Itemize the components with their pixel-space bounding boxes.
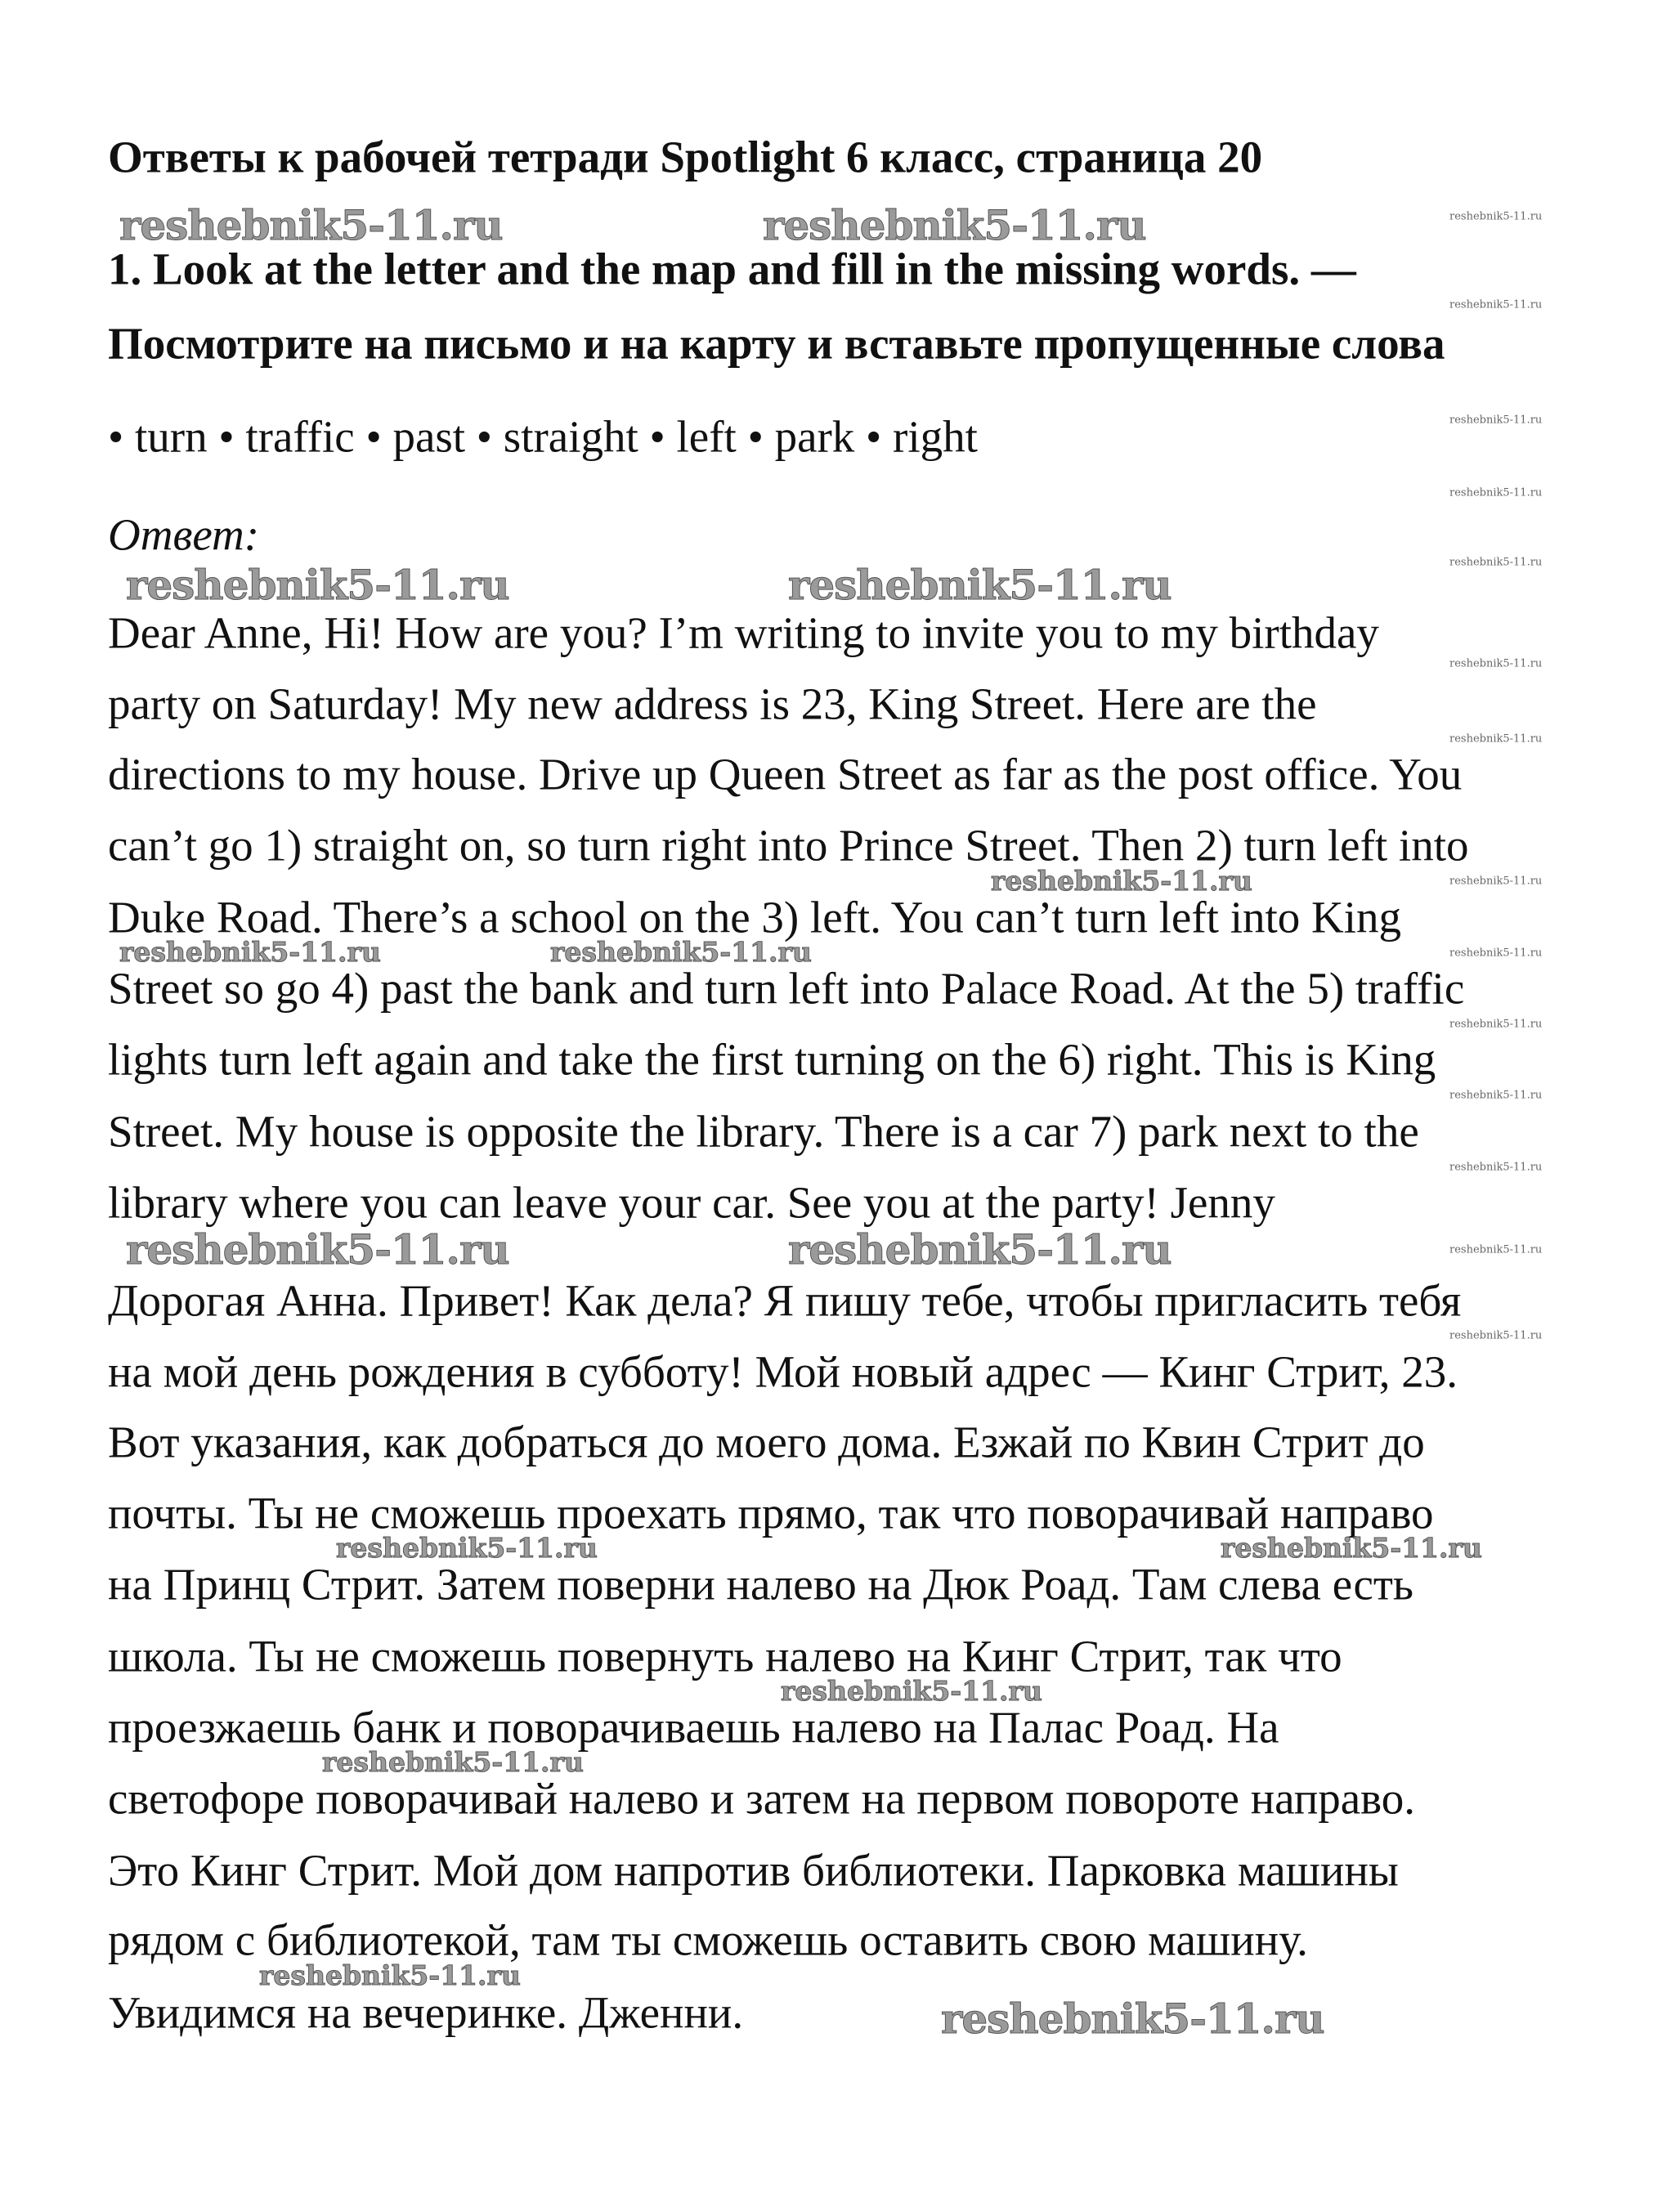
- letter-en-line: Duke Road. There’s a school on the 3) left. You can’t turn left into King: [108, 892, 1402, 943]
- watermark: reshebnik5-11.ru: [1449, 875, 1543, 888]
- task-heading-ru: Посмотрите на письмо и на карту и вставьте пропущенные слова: [108, 318, 1445, 369]
- watermark: reshebnik5-11.ru: [1221, 1531, 1482, 1564]
- watermark: reshebnik5-11.ru: [1449, 556, 1543, 569]
- watermark: reshebnik5-11.ru: [1449, 1329, 1543, 1342]
- letter-en-line: Dear Anne, Hi! How are you? I’m writing to invite you to my birthday: [108, 607, 1379, 658]
- task-heading-en: 1. Look at the letter and the map and fill in the missing words. —: [108, 244, 1356, 294]
- watermark: reshebnik5-11.ru: [1449, 657, 1543, 670]
- watermark: reshebnik5-11.ru: [781, 1674, 1042, 1707]
- watermark: reshebnik5-11.ru: [1449, 732, 1543, 746]
- letter-ru-line: Это Кинг Стрит. Мой дом напротив библиотеки. Парковка машины: [108, 1845, 1399, 1896]
- letter-ru-line: почты. Ты не сможешь проехать прямо, так что поворачивай направо: [108, 1488, 1434, 1538]
- watermark: reshebnik5-11.ru: [941, 1995, 1324, 2043]
- watermark: reshebnik5-11.ru: [1449, 1089, 1543, 1102]
- watermark: reshebnik5-11.ru: [336, 1531, 598, 1564]
- watermark: reshebnik5-11.ru: [788, 561, 1172, 609]
- letter-en-line: Street so go 4) past the bank and turn left into Palace Road. At the 5) traffic: [108, 963, 1465, 1014]
- watermark: reshebnik5-11.ru: [119, 201, 503, 249]
- watermark: reshebnik5-11.ru: [1449, 1243, 1543, 1256]
- watermark: reshebnik5-11.ru: [126, 561, 509, 609]
- watermark: reshebnik5-11.ru: [259, 1959, 521, 1991]
- word-bank: • turn • traffic • past • straight • left • park • right: [108, 411, 978, 462]
- letter-ru-line: на мой день рождения в субботу! Мой новый адрес — Кинг Стрит, 23.: [108, 1346, 1458, 1397]
- watermark: reshebnik5-11.ru: [1449, 298, 1543, 311]
- letter-ru-line: Дорогая Анна. Привет! Как дела? Я пишу тебе, чтобы пригласить тебя: [108, 1275, 1462, 1326]
- watermark: reshebnik5-11.ru: [322, 1745, 584, 1778]
- answer-label: Ответ:: [108, 509, 260, 560]
- letter-ru-line: Увидимся на вечеринке. Дженни.: [108, 1987, 744, 2038]
- watermark: reshebnik5-11.ru: [763, 201, 1146, 249]
- letter-en-line: party on Saturday! My new address is 23, King Street. Here are the: [108, 678, 1317, 729]
- watermark: reshebnik5-11.ru: [550, 935, 812, 968]
- letter-ru-line: рядом с библиотекой, там ты сможешь оставить свою машину.: [108, 1914, 1308, 1965]
- letter-ru-line: на Принц Стрит. Затем поверни налево на Дюк Роад. Там слева есть: [108, 1559, 1414, 1610]
- watermark: reshebnik5-11.ru: [788, 1225, 1172, 1274]
- letter-ru-line: школа. Ты не сможешь повернуть налево на Кинг Стрит, так что: [108, 1631, 1342, 1681]
- watermark: reshebnik5-11.ru: [1449, 210, 1543, 223]
- watermark: reshebnik5-11.ru: [1449, 947, 1543, 960]
- letter-en-line: Street. My house is opposite the library. There is a car 7) park next to the: [108, 1106, 1419, 1157]
- watermark: reshebnik5-11.ru: [119, 935, 381, 968]
- watermark: reshebnik5-11.ru: [991, 864, 1252, 897]
- watermark: reshebnik5-11.ru: [126, 1225, 509, 1274]
- letter-en-line: library where you can leave your car. See you at the party! Jenny: [108, 1177, 1275, 1228]
- letter-en-line: lights turn left again and take the first turning on the 6) right. This is King: [108, 1034, 1436, 1085]
- letter-en-line: directions to my house. Drive up Queen Street as far as the post office. You: [108, 749, 1463, 799]
- watermark: reshebnik5-11.ru: [1449, 486, 1543, 499]
- letter-ru-line: светофоре поворачивай налево и затем на первом повороте направо.: [108, 1773, 1416, 1824]
- letter-en-line: can’t go 1) straight on, so turn right into Prince Street. Then 2) turn left into: [108, 820, 1469, 871]
- page-title: Ответы к рабочей тетради Spotlight 6 класс, страница 20: [108, 132, 1263, 182]
- letter-ru-line: Вот указания, как добраться до моего дома. Езжай по Квин Стрит до: [108, 1417, 1425, 1467]
- watermark: reshebnik5-11.ru: [1449, 1018, 1543, 1031]
- watermark: reshebnik5-11.ru: [1449, 414, 1543, 427]
- watermark: reshebnik5-11.ru: [1449, 1161, 1543, 1174]
- letter-ru-line: проезжаешь банк и поворачиваешь налево на Палас Роад. На: [108, 1702, 1279, 1753]
